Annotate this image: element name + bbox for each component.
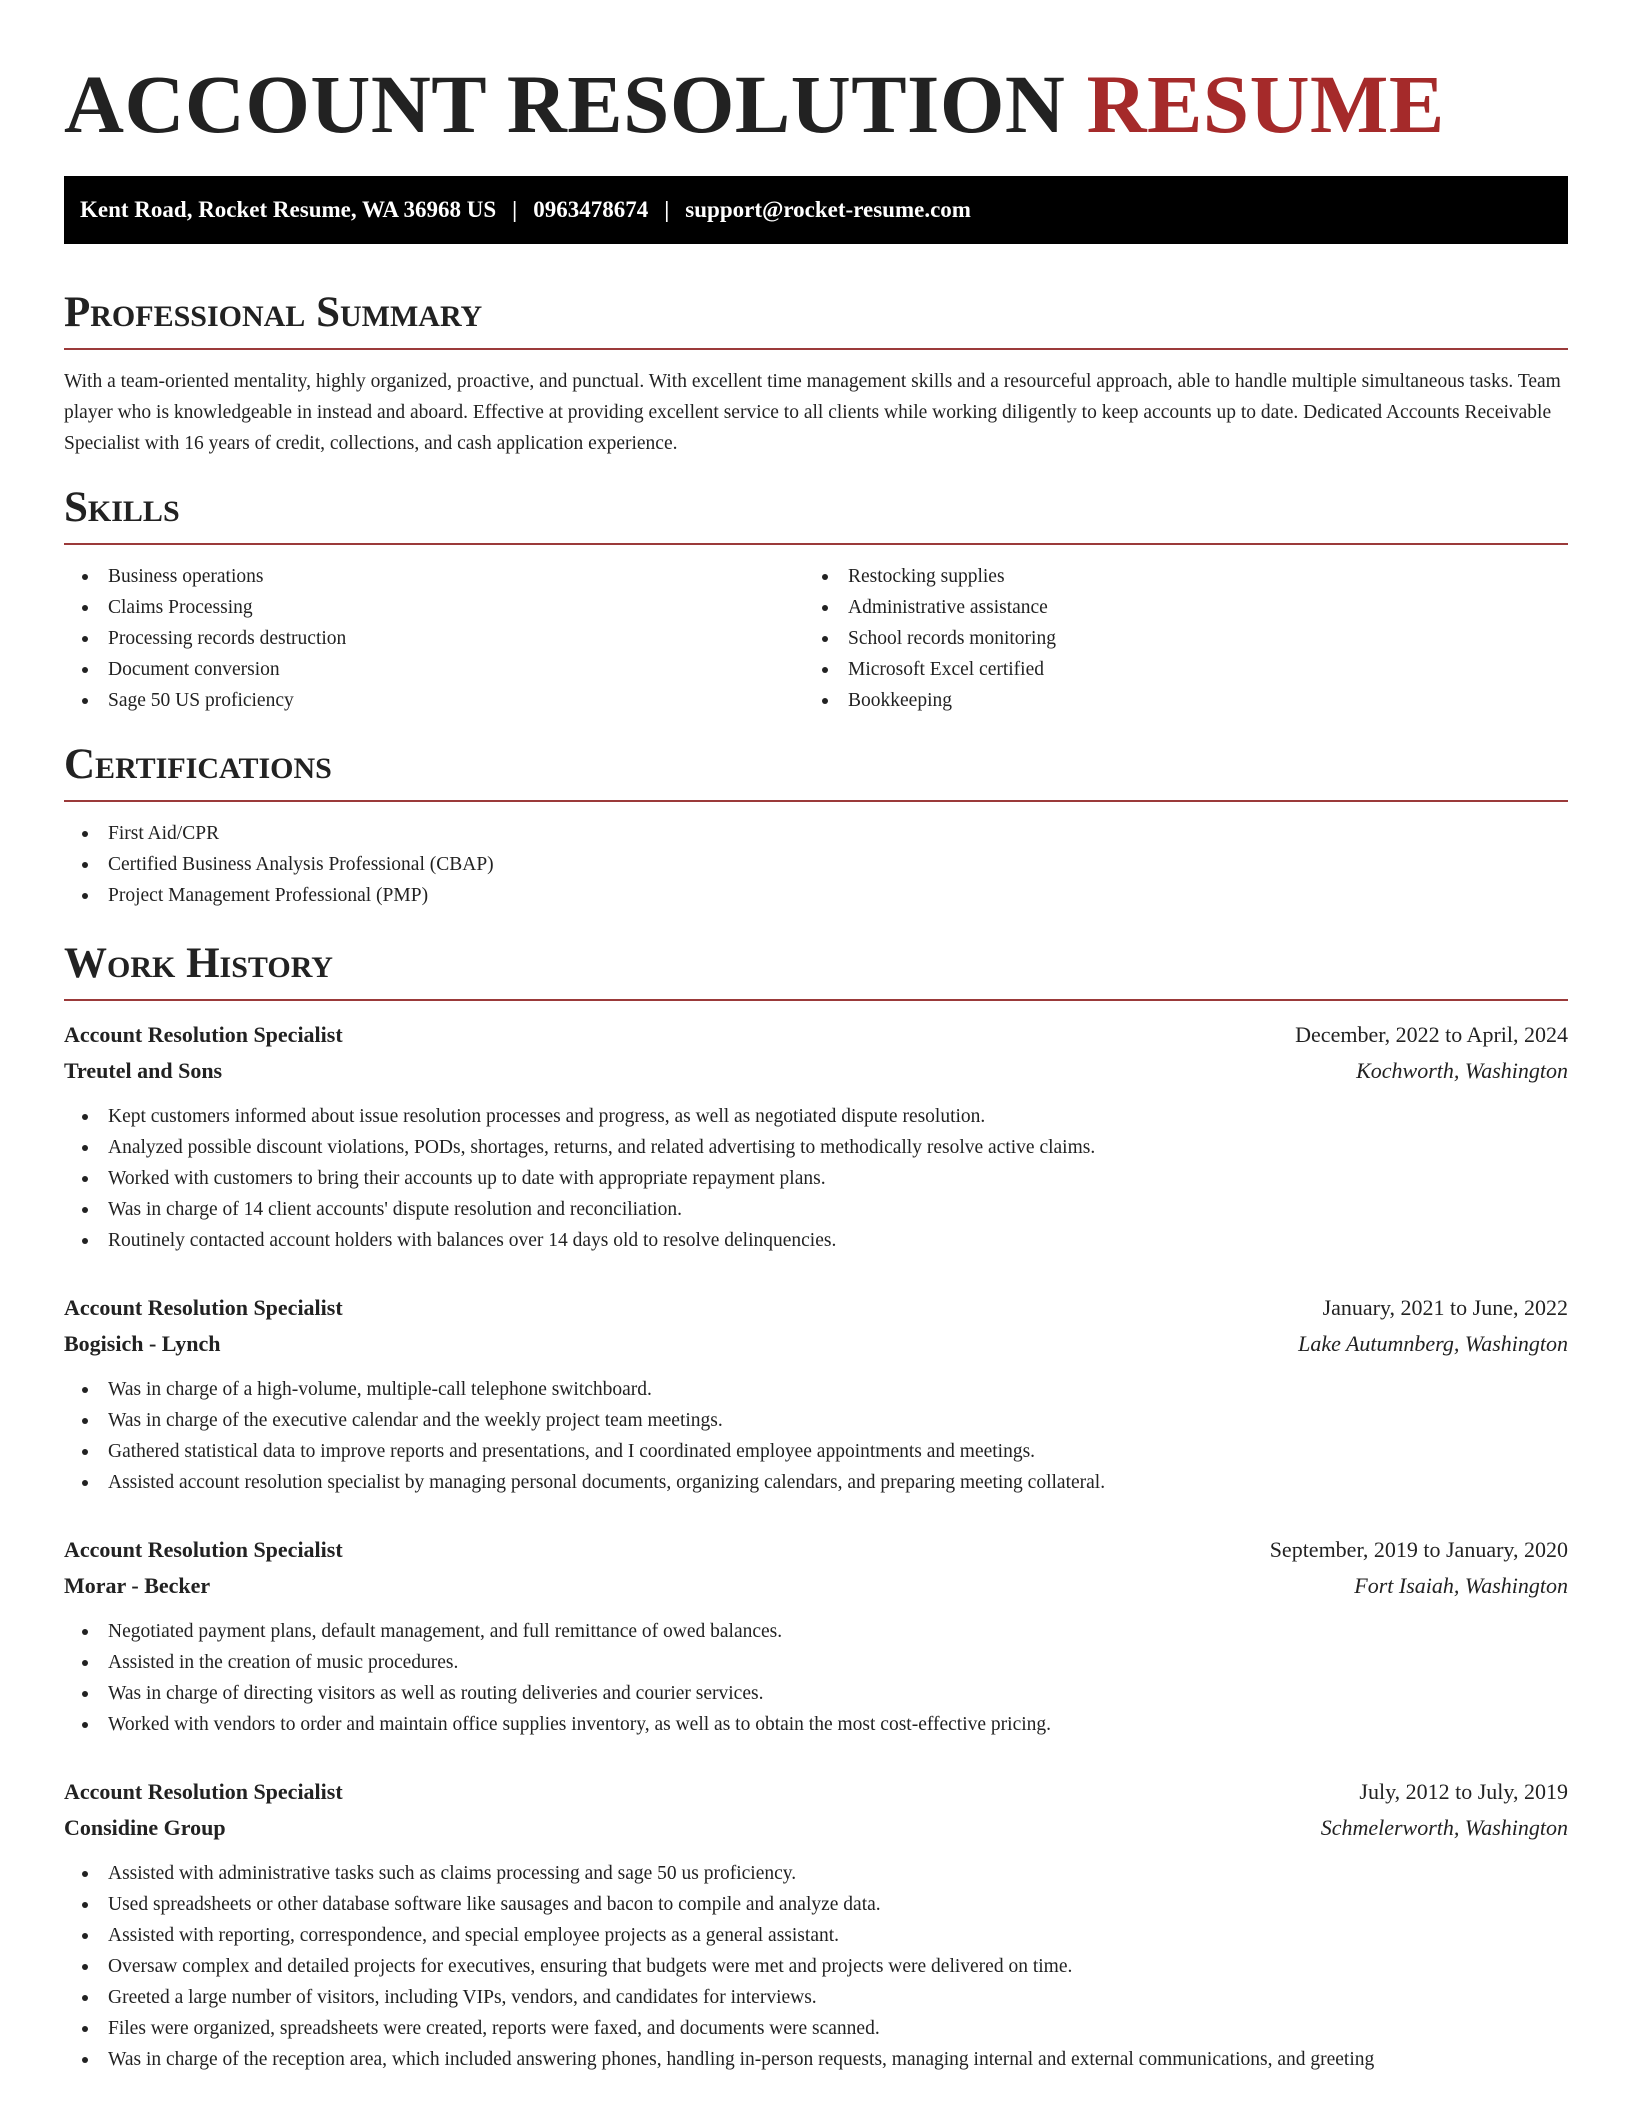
job-location: Kochworth, Washington <box>1356 1058 1568 1083</box>
job-entry <box>64 1774 1568 2075</box>
resume-page <box>64 0 1568 2075</box>
job-company: Morar - Becker <box>64 1573 211 1598</box>
job-duty: Routinely contacted account holders with balances over 14 days old to resolve delinquencies. <box>64 1225 1568 1256</box>
job-title: Account Resolution Specialist <box>64 1537 343 1562</box>
section-heading: Skills <box>64 483 1568 545</box>
skill-item: Restocking supplies <box>804 561 1544 592</box>
job-duty: Was in charge of the reception area, which included answering phones, handling in-person requests, managing internal and external communications, and greeting <box>64 2044 1568 2075</box>
job-location: Lake Autumnberg, Washington <box>1298 1331 1568 1356</box>
job-dates: September, 2019 to January, 2020 <box>1269 1537 1568 1562</box>
job-duties-list <box>64 1101 1568 1256</box>
job-duty: Worked with vendors to order and maintain office supplies inventory, as well as to obtain the most cost-effective pricing. <box>64 1709 1568 1740</box>
resume-title <box>64 58 1568 150</box>
section-heading: Certifications <box>64 740 1568 802</box>
job-duty: Assisted with reporting, correspondence, and special employee projects as a general assistant. <box>64 1920 1568 1951</box>
skill-item: Bookkeeping <box>804 685 1544 716</box>
title-main: ACCOUNT RESOLUTION <box>64 58 1087 150</box>
contact-bar <box>64 176 1568 244</box>
job-company: Considine Group <box>64 1815 226 1840</box>
certification-item: First Aid/CPR <box>64 818 1568 849</box>
certification-item: Certified Business Analysis Professional (CBAP) <box>64 849 1568 880</box>
skill-item: Document conversion <box>64 654 804 685</box>
skills-grid <box>64 561 1568 716</box>
skill-item: Business operations <box>64 561 804 592</box>
job-duty: Worked with customers to bring their accounts up to date with appropriate repayment plans. <box>64 1163 1568 1194</box>
job-duty: Gathered statistical data to improve reports and presentations, and I coordinated employee appointments and meetings. <box>64 1436 1568 1467</box>
job-duty: Was in charge of 14 client accounts' dispute resolution and reconciliation. <box>64 1194 1568 1225</box>
skill-item: Claims Processing <box>64 592 804 623</box>
skill-item: Microsoft Excel certified <box>804 654 1544 685</box>
job-duty: Was in charge of the executive calendar and the weekly project team meetings. <box>64 1405 1568 1436</box>
title-accent: RESUME <box>1086 58 1445 150</box>
job-duty: Oversaw complex and detailed projects for executives, ensuring that budgets were met and projects were delivered on time. <box>64 1951 1568 1982</box>
certification-item: Project Management Professional (PMP) <box>64 880 1568 911</box>
contact-separator: | <box>512 197 518 222</box>
certifications-list <box>64 818 1568 911</box>
job-entry <box>64 1532 1568 1740</box>
job-company-row <box>64 1053 1568 1089</box>
job-header-row <box>64 1290 1568 1326</box>
job-header-row <box>64 1017 1568 1053</box>
job-company-row <box>64 1568 1568 1604</box>
job-duties-list <box>64 1616 1568 1740</box>
job-duty: Greeted a large number of visitors, including VIPs, vendors, and candidates for interviews. <box>64 1982 1568 2013</box>
job-duties-list <box>64 1858 1568 2075</box>
contact-address: Kent Road, Rocket Resume, WA 36968 US <box>80 197 497 222</box>
job-header-row <box>64 1532 1568 1568</box>
job-dates: July, 2012 to July, 2019 <box>1359 1779 1568 1804</box>
job-duty: Used spreadsheets or other database software like sausages and bacon to compile and analyze data. <box>64 1889 1568 1920</box>
section-heading: Professional Summary <box>64 288 1568 350</box>
job-header-row <box>64 1774 1568 1810</box>
job-title: Account Resolution Specialist <box>64 1295 343 1320</box>
job-duty: Was in charge of directing visitors as well as routing deliveries and courier services. <box>64 1678 1568 1709</box>
job-title: Account Resolution Specialist <box>64 1022 343 1047</box>
job-location: Fort Isaiah, Washington <box>1354 1573 1568 1598</box>
job-location: Schmelerworth, Washington <box>1320 1815 1568 1840</box>
skill-item: School records monitoring <box>804 623 1544 654</box>
contact-phone: 0963478674 <box>533 197 649 222</box>
skills-list-right <box>804 561 1544 716</box>
skill-item: Sage 50 US proficiency <box>64 685 804 716</box>
job-duty: Was in charge of a high-volume, multiple-call telephone switchboard. <box>64 1374 1568 1405</box>
contact-email: support@rocket-resume.com <box>685 197 971 222</box>
job-duty: Analyzed possible discount violations, PODs, shortages, returns, and related advertising to methodically resolve active claims. <box>64 1132 1568 1163</box>
section-heading: Work History <box>64 939 1568 1001</box>
job-title: Account Resolution Specialist <box>64 1779 343 1804</box>
contact-separator: | <box>664 197 670 222</box>
job-company-row <box>64 1810 1568 1846</box>
job-company: Treutel and Sons <box>64 1058 223 1083</box>
skills-list-left <box>64 561 804 716</box>
job-duty: Negotiated payment plans, default management, and full remittance of owed balances. <box>64 1616 1568 1647</box>
job-entry <box>64 1290 1568 1498</box>
job-duty: Files were organized, spreadsheets were created, reports were faxed, and documents were scanned. <box>64 2013 1568 2044</box>
job-duty: Assisted in the creation of music procedures. <box>64 1647 1568 1678</box>
summary-section <box>64 288 1568 459</box>
job-entry <box>64 1017 1568 1256</box>
job-duty: Assisted account resolution specialist by managing personal documents, organizing calendars, and preparing meeting collateral. <box>64 1467 1568 1498</box>
summary-text: With a team-oriented mentality, highly organized, proactive, and punctual. With excellent time management skills and a resourceful approach, able to handle multiple simultaneous tasks. Team player who is knowledgeable in instead and aboard. Effective at providing excellent service to all clients while working diligently to keep accounts up to date. Dedicated Accounts Receivable Specialist with 16 years of credit, collections, and cash application experience. <box>64 371 1561 454</box>
skills-section <box>64 483 1568 716</box>
job-company-row <box>64 1326 1568 1362</box>
skill-item: Administrative assistance <box>804 592 1544 623</box>
job-company: Bogisich - Lynch <box>64 1331 221 1356</box>
work-history-section <box>64 939 1568 2075</box>
job-duty: Kept customers informed about issue resolution processes and progress, as well as negotiated dispute resolution. <box>64 1101 1568 1132</box>
job-dates: December, 2022 to April, 2024 <box>1295 1022 1568 1047</box>
job-duty: Assisted with administrative tasks such as claims processing and sage 50 us proficiency. <box>64 1858 1568 1889</box>
job-duties-list <box>64 1374 1568 1498</box>
job-dates: January, 2021 to June, 2022 <box>1322 1295 1568 1320</box>
certifications-section <box>64 740 1568 911</box>
skill-item: Processing records destruction <box>64 623 804 654</box>
